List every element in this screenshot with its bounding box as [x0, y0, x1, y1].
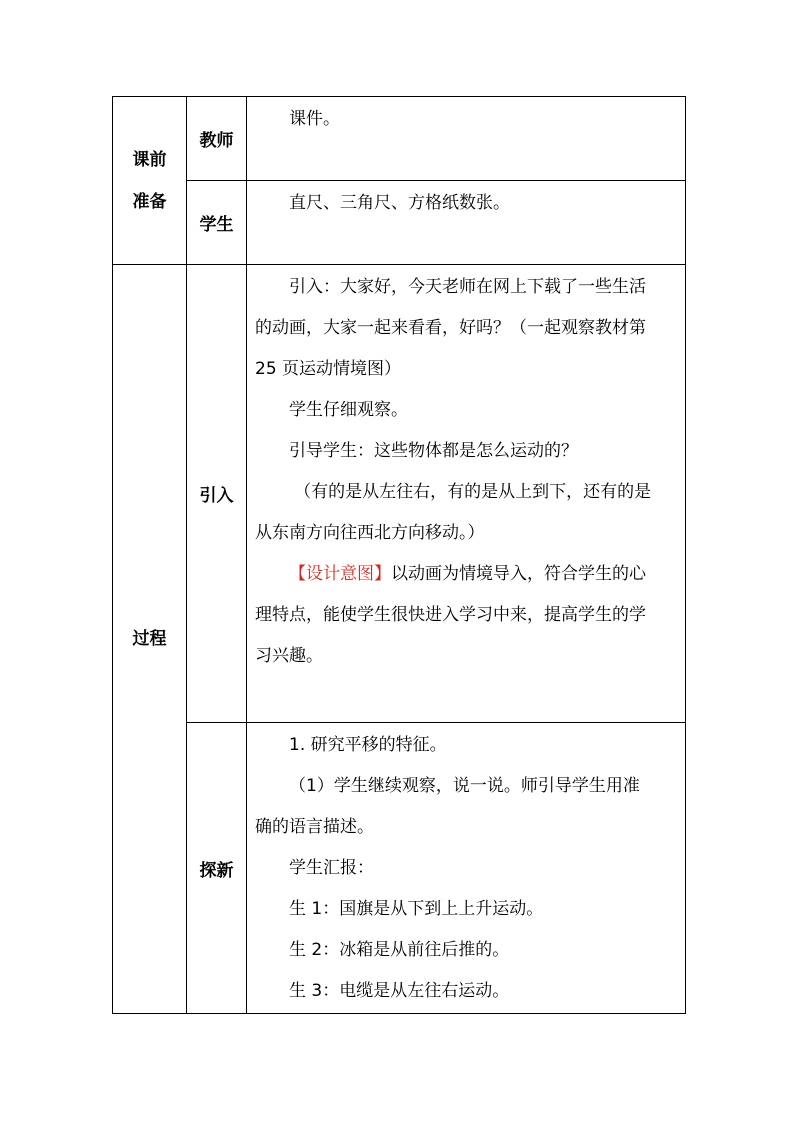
explore-para-2-line-1: （1）学生继续观察，说一说。师引导学生用准 — [289, 776, 640, 796]
design-intent-text: 以动画为情境导入，符合学生的心 — [391, 564, 646, 584]
explore-row — [113, 723, 686, 1014]
intro-para-1-line-1: 引入：大家好，今天老师在网上下载了一些生活 — [289, 277, 646, 297]
explore-para-5: 生 2：冰箱是从前往后推的。 — [289, 940, 510, 960]
intro-para-2: 学生仔细观察。 — [289, 400, 408, 420]
design-intent-tag: 【设计意图】 — [289, 564, 391, 584]
intro-para-3: 引导学生：这些物体都是怎么运动的？ — [289, 441, 578, 461]
intro-para-1-line-3: 25 页运动情境图） — [255, 359, 402, 379]
student-label: 学生 — [187, 181, 247, 265]
teacher-content — [247, 97, 686, 181]
intro-para-4-line-1: （有的是从左往右，有的是从上到下，还有的是 — [294, 482, 652, 502]
explore-para-3: 学生汇报： — [289, 858, 374, 878]
explore-para-4: 生 1：国旗是从下到上上升运动。 — [289, 899, 544, 919]
explore-para-6: 生 3：电缆是从左往右运动。 — [289, 981, 510, 1001]
intro-para-5-line-3: 习兴趣。 — [255, 646, 323, 666]
lesson-plan-table — [112, 96, 686, 1014]
explore-para-1: 1. 研究平移的特征。 — [289, 735, 447, 755]
prep-student-row — [113, 181, 686, 265]
intro-para-5-line-2: 理特点，能使学生很快进入学习中来，提高学生的学 — [255, 605, 646, 625]
teacher-label: 教师 — [187, 97, 247, 181]
teacher-text: 课件。 — [289, 109, 340, 129]
intro-label: 引入 — [187, 265, 247, 723]
prep-label-line1: 课前 — [132, 149, 167, 170]
intro-para-5-line-1 — [255, 554, 679, 595]
explore-label: 探新 — [187, 723, 247, 1014]
explore-content — [247, 723, 686, 1014]
intro-para-1-line-2: 的动画，大家一起来看看，好吗？（一起观察教材第 — [255, 318, 646, 338]
student-text: 直尺、三角尺、方格纸数张。 — [289, 193, 510, 213]
intro-row — [113, 265, 686, 723]
prep-teacher-row — [113, 97, 686, 181]
prep-section-label — [113, 97, 187, 265]
intro-para-4-line-2: 从东南方向往西北方向移动。） — [255, 523, 485, 543]
intro-content — [247, 265, 686, 723]
student-content — [247, 181, 686, 265]
process-section-label: 过程 — [113, 265, 187, 1014]
explore-para-2-line-2: 确的语言描述。 — [255, 817, 374, 837]
prep-label-line2: 准备 — [132, 191, 167, 212]
